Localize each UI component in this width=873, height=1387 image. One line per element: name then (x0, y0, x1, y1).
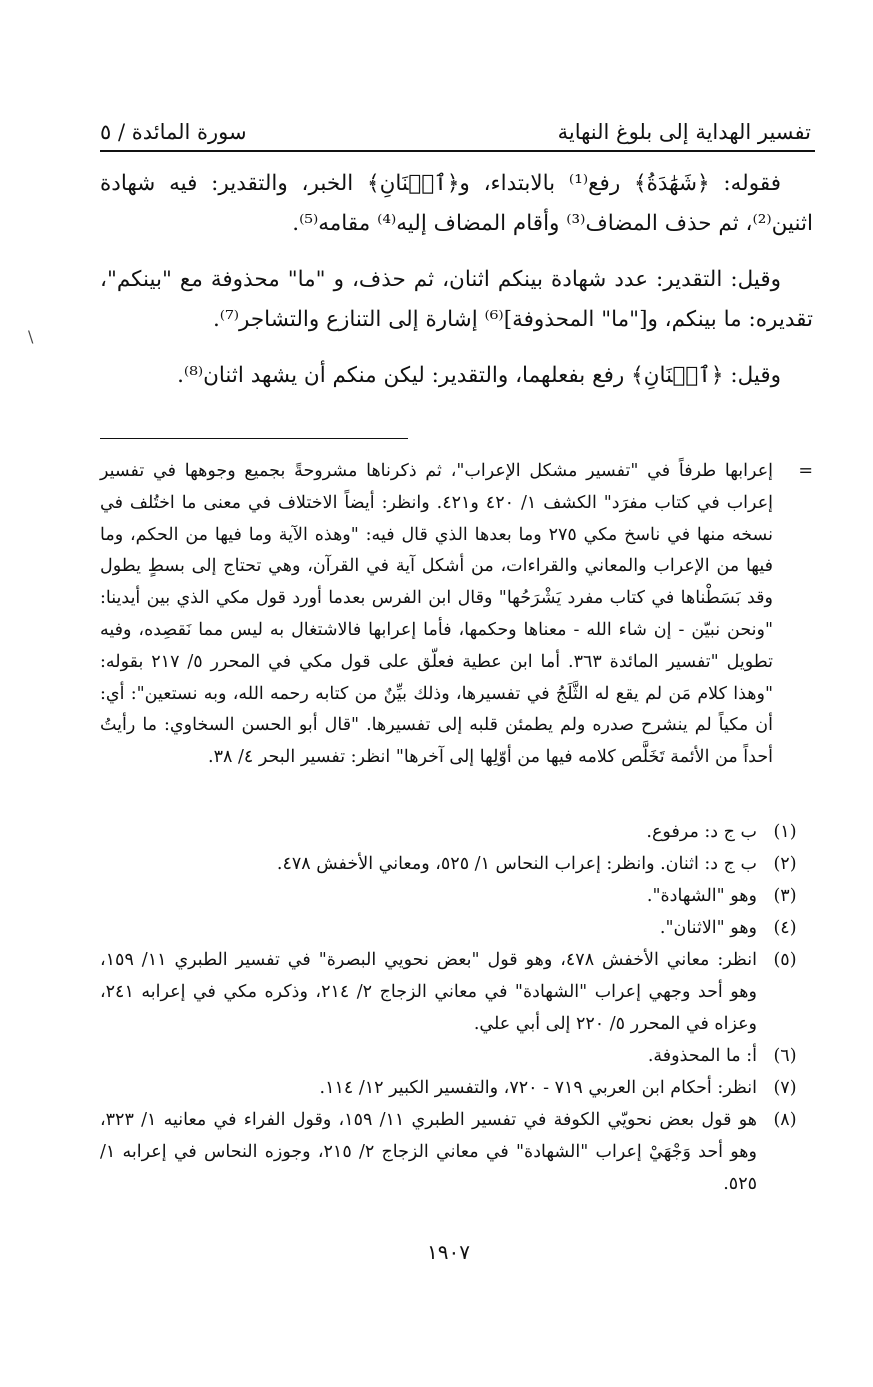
footnote-text: وهو "الشهادة". (646, 886, 757, 906)
footnote-item (100, 1072, 813, 1104)
surah-reference: سورة المائدة / ٥ (100, 120, 247, 144)
footnote-continuation (100, 456, 813, 774)
footnote-separator (100, 438, 408, 439)
footnote-item (100, 912, 813, 944)
footnote-text: انظر: أحكام ابن العربي ٧١٩ - ٧٢٠، والتفسير الكبير ١٢/ ١١٤. (319, 1078, 757, 1098)
footnote-text: أ: ما المحذوفة. (647, 1046, 757, 1066)
main-paragraph-1: فقوله: ﴿شَهَٰدَةُ﴾ رفع⁽¹⁾ بالابتداء، و﴿ٱثۡنَانِ﴾ الخبر، والتقدير: فيه شهادة اثنين⁽²⁾، ثم حذف المضاف⁽³⁾ وأقام المضاف إليه⁽⁴⁾ مقامه⁽⁵⁾. (100, 171, 813, 236)
footnote-number: (٤) (773, 918, 797, 938)
footnote-item (100, 880, 813, 912)
main-paragraph-3: وقيل: ﴿ٱثۡنَانِ﴾ رفع بفعلهما، والتقدير: ليكن منكم أن يشهد اثنان⁽⁸⁾. (177, 363, 781, 388)
main-paragraph-2: وقيل: التقدير: عدد شهادة بينكم اثنان، ثم حذف، و "ما" محذوفة مع "بينكم"، تقديره: ما بينكم، و["ما" المحذوفة]⁽⁶⁾ إشارة إلى التنازع والتشاجر⁽⁷⁾. (100, 267, 813, 332)
page-number: ١٩٠٧ (427, 1240, 470, 1264)
footnote-number: (٧) (773, 1078, 797, 1098)
continuation-text: إعرابها طرفاً في "تفسير مشكل الإعراب"، ثم ذكرناها مشروحةً بجميع وجوهها في تفسير إعراب في كتاب مفرَد" الكشف ١/ ٤٢٠ و٤٢١. وانظر: أيضاً الاختلاف في معنى ما اختُلف في نسخه منها في ناسخ مكي ٢٧٥ وما بعدها الذي قال فيه: "وهذه الآية وما فيها من الحكم، وما فيها من الإعراب والمعاني والقراءات، من أشكل آية في القرآن، وهي تحتاج إلى بسطٍ يطول وقد بَسَطْناها في كتاب مفرد يَشْرَحُها" وقال ابن الفرس بعدما أورد قول مكي الذي بين أيدينا: "ونحن نبيّن - إن شاء الله - معناها وحكمها، فأما إعرابها فالاشتغال به ليس مما نَقصِده، وفيه تطويل "تفسير المائدة ٣٦٣. أما ابن عطية فعلّق على قول مكي في المحرر ٥/ ٢١٧ بقوله: "وهذا كلام مَن لم يقع له الثَّلَجُ في تفسيرها، وذلك بيِّنٌ من كتابه رحمه الله، وبه نستعين": أي: أن مكياً لم ينشرح صدره ولم يطمئن قلبه إلى تفسيرها. "قال أبو الحسن السخاوي: ما رأيتُ أحداً من الأئمة تَخَلَّص كلامه فيها من أوّلِها إلى آخرها" انظر: تفسير البحر ٤/ ٣٨. (100, 461, 773, 768)
footnote-item (100, 944, 813, 1040)
footnote-number: (٣) (773, 886, 797, 906)
footnote-number: (٢) (773, 854, 797, 874)
footnote-number: (٨) (773, 1110, 797, 1130)
footnote-number: (٥) (773, 950, 797, 970)
main-text (100, 164, 813, 412)
footnote-text: وهو "الاثنان". (659, 918, 757, 938)
footnotes-list (100, 816, 813, 1200)
footnote-item (100, 1104, 813, 1200)
header-rule (100, 150, 815, 152)
footnote-text: ب ج د: مرفوع. (646, 822, 757, 842)
footnote-item (100, 848, 813, 880)
margin-mark: \ (28, 327, 34, 346)
footnote-item (100, 816, 813, 848)
continuation-mark: = (798, 461, 813, 481)
footnote-text: انظر: معاني الأخفش ٤٧٨، وهو قول "بعض نحويي البصرة" في تفسير الطبري ١١/ ١٥٩، وهو أحد وجهي إعراب "الشهادة" في معاني الزجاج ٢/ ٢١٤، وذكره مكي في إعرابه ٢٤١، وعزاه في المحرر ٥/ ٢٢٠ إلى أبي علي. (100, 950, 757, 1034)
running-header (100, 104, 811, 144)
footnote-number: (١) (773, 822, 797, 842)
book-title: تفسير الهداية إلى بلوغ النهاية (557, 120, 811, 144)
footnote-text: ب ج د: اثنان. وانظر: إعراب النحاس ١/ ٥٢٥، ومعاني الأخفش ٤٧٨. (276, 854, 757, 874)
footnote-text: هو قول بعض نحويّي الكوفة في تفسير الطبري ١١/ ١٥٩، وقول الفراء في معانيه ١/ ٣٢٣، وهو أحد وَجْهَيْ إعراب "الشهادة" في معاني الزجاج ٢/ ٢١٥، وجوزه النحاس في إعرابه ١/ ٥٢٥. (100, 1110, 757, 1194)
footnote-item (100, 1040, 813, 1072)
footnote-number: (٦) (773, 1046, 797, 1066)
